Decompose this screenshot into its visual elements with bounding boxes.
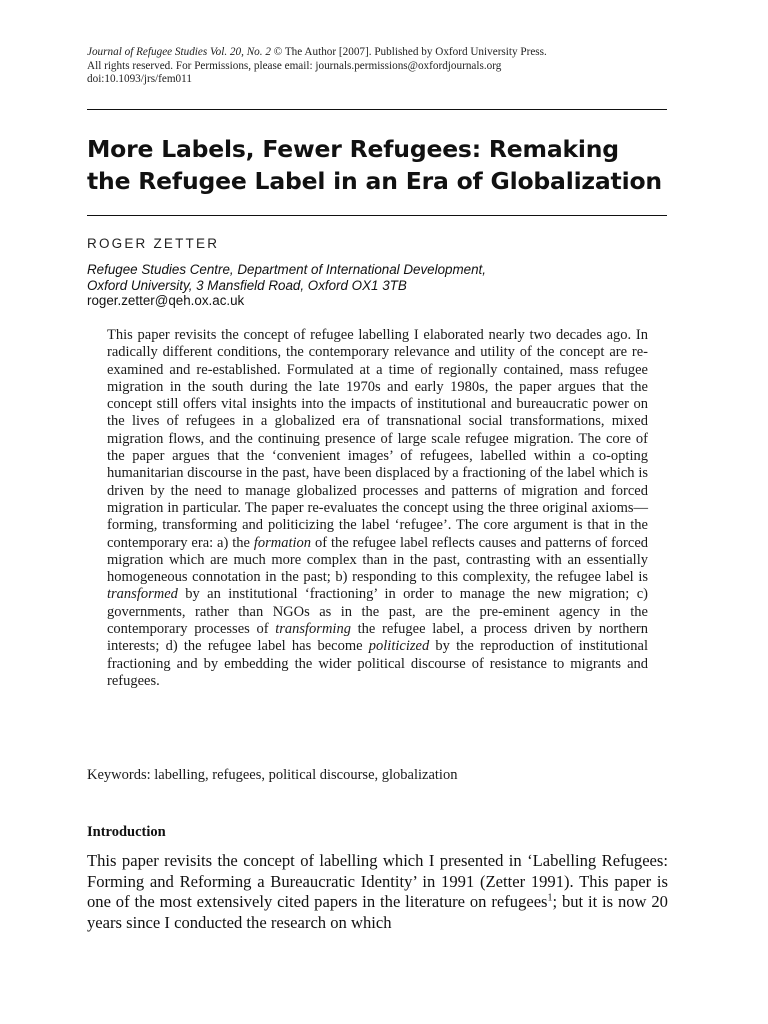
title-bottom-rule [87,215,667,216]
journal-header [87,46,687,87]
abstract-emphasis-transformed: transformed [107,586,178,603]
title-line-1: More Labels, Fewer Refugees: Remaking [87,135,619,163]
title-top-rule [87,109,667,110]
keywords: Keywords: labelling, refugees, political discourse, globalization [87,767,458,783]
author-email: roger.zetter@qeh.ox.ac.uk [87,293,245,309]
abstract-text-2: of the refugee label reflects causes and patterns of forced migration which are much more complex than in the past, contrasting with an essentially homogeneous connotation in the past; b) responding to this complexity, the refugee label is [107,534,649,586]
journal-citation-line [87,46,687,60]
introduction-paragraph [87,851,668,933]
affiliation-line-2: Oxford University, 3 Mansfield Road, Oxford OX1 3TB [87,277,407,293]
abstract-text-4: the refugee label, a process driven by northern interests; d) the refugee label has become [107,621,648,655]
doi: doi:10.1093/jrs/fem011 [87,73,192,86]
introduction-text-1: This paper revisits the concept of labelling which I presented in ‘Labelling Refugees: Forming and Reforming a Bureaucratic Identity’ in 1991 (Zetter 1991). This paper is one of the most extensively cited papers in the literature on refugees [87,851,668,912]
permissions-notice: All rights reserved. For Permissions, please email: journals.permissions@oxfordjournals.org [87,59,502,72]
author-affiliation [87,262,687,309]
footnote-marker[interactable]: 1 [547,892,553,904]
abstract-emphasis-transforming: transforming [275,621,351,638]
journal-name: Journal of Refugee Studies Vol. 20, No. 2 [87,46,271,58]
abstract-emphasis-formation: formation [253,534,312,551]
abstract-text-3: by an institutional ‘fractioning’ in order to manage the new migration; c) governments, rather than NGOs as in the past, are the pre-eminent agency in the contemporary processes of [107,586,648,638]
affiliation-line-1: Refugee Studies Centre, Department of International Development, [87,262,486,277]
abstract-text-1: This paper revisits the concept of refugee labelling I elaborated nearly two decades ago. In radically different conditions, the contemporary relevance and utility of the concept are re-examined and re-established. Formulated at a time of regionally contained, mass refugee migration in the south during the late 1970s and early 1980s, the paper argues that the concept still offers vital insights into the impacts of institutional and bureaucratic power on the lives of refugees in a globalized era of transnational social transformations, mixed migration flows, and the continuing presence of large scale refugee migration. The core of the paper argues that the ‘convenient images’ of refugees, labelled within a co-opting humanitarian discourse in the past, have been displaced by a fractioning of the label which is driven by the need to manage globalized processes and patterns of migration and forced migration in particular. The paper re-evaluates the concept using the three original axioms—forming, transforming and politicizing the label ‘refugee’. The core argument is that in the contemporary era: a) the [107,327,648,551]
abstract-emphasis-politicized: politicized [368,638,430,655]
abstract-text-5: by the reproduction of institutional fractioning and by embedding the wider political discourse of resistance to migrants and refugees. [107,638,648,689]
author-name: ROGER ZETTER [87,236,220,251]
article-title [87,133,687,197]
copyright-notice: © The Author [2007]. Published by Oxford University Press. [273,46,547,58]
introduction-text-2: ; but it is now 20 years since I conducted the research on which [87,892,668,932]
title-line-2: the Refugee Label in an Era of Globalization [87,167,662,195]
section-heading-introduction: Introduction [87,824,166,840]
abstract [107,327,648,690]
